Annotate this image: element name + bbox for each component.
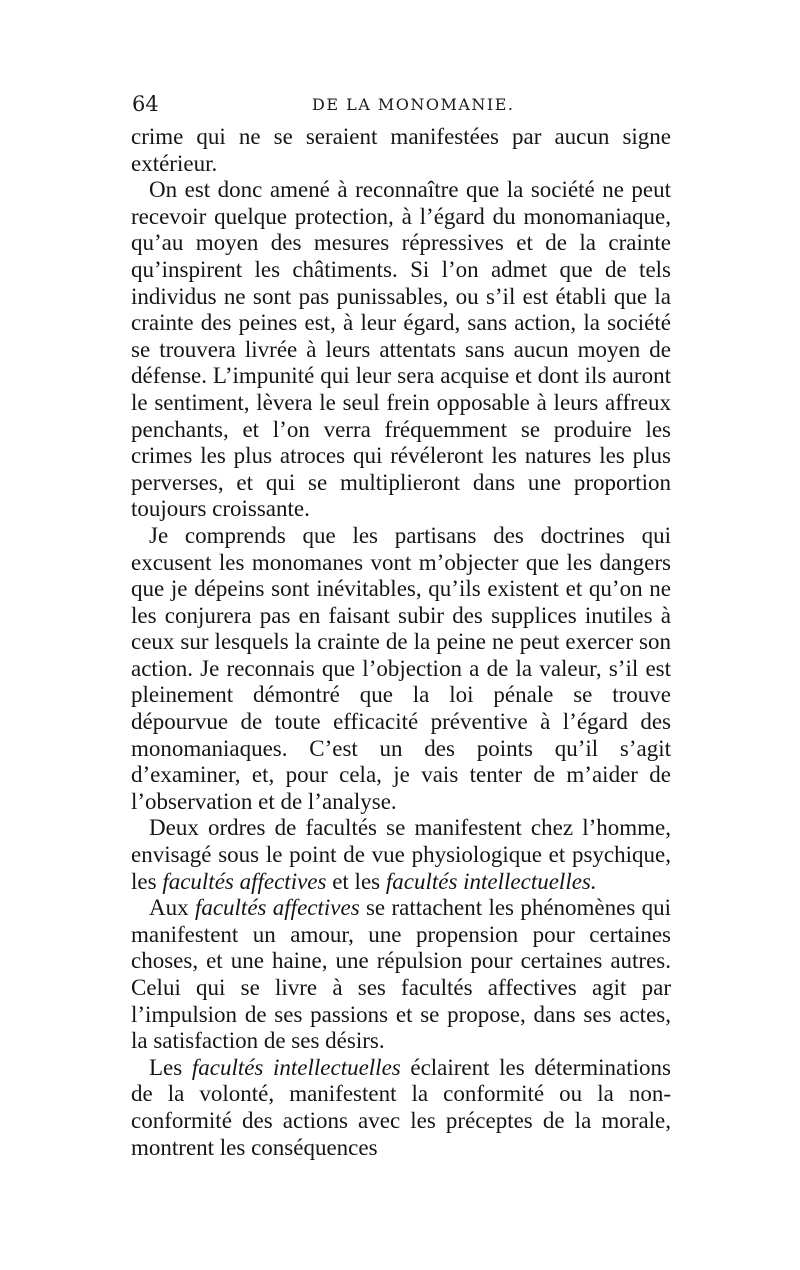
page-number: 64	[132, 92, 159, 116]
paragraph	[131, 1055, 671, 1161]
text-segment: Les	[149, 1054, 192, 1080]
text-segment: Je comprends que les partisans des doctrines qui excusent les monomanes vont m’objecter que les dangers que je dépeins sont inévitables, qu’ils existent et qu’on ne les conjurera pas en faisant subir des supplices inutiles à ceux sur lesquels la crainte de la peine ne peut exercer son action. Je reconnais que l’objection a de la valeur, s’il est pleinement démontré que la loi pénale se trouve dépourvue de toute efficacité préventive à l’égard des monomaniaques. C’est un des points qu’il s’agit d’examiner, et, pour cela, je vais tenter de m’aider de l’observation et de l’analyse.	[131, 522, 671, 814]
italic-term: facultés affectives	[162, 868, 327, 894]
paragraph-continuation	[131, 124, 671, 177]
text-segment: Deux ordres de facultés se manifestent chez l’homme, envisagé sous le point de vue physiologique et psychique, les	[131, 815, 671, 894]
italic-term: facultés intellectuelles	[191, 1054, 401, 1080]
paragraph	[131, 523, 671, 816]
text-segment: Aux	[149, 895, 195, 921]
text-segment: et les	[326, 868, 386, 894]
italic-term: facultés intellectuelles.	[385, 868, 597, 894]
running-title: DE LA MONOMANIE.	[312, 95, 515, 114]
paragraph	[131, 895, 671, 1055]
italic-term: facultés affectives	[194, 895, 360, 921]
page-header	[132, 92, 670, 120]
text-segment: On est donc amené à reconnaître que la société ne peut recevoir quelque protection, à l’égard du monomaniaque, qu’au moyen des mesures répressives et de la crainte qu’inspirent les châtiments. Si l’on admet que de tels individus ne sont pas punissables, ou s’il est établi que la crainte des peines est, à leur égard, sans action, la société se trouvera livrée à leurs attentats sans aucun moyen de défense. L’impunité qui leur sera acquise et dont ils auront le sentiment, lèvera le seul frein opposable à leurs affreux penchants, et l’on verra fréquemment se produire les crimes les plus atroces qui révéleront les natures les plus perverses, et qui se multiplieront dans une proportion toujours croissante.	[131, 177, 671, 522]
text-segment: se rattachent les phénomènes qui manifestent un amour, une propension pour certaines choses, et une haine, une répulsion pour certaines autres. Celui qui se livre à ses facultés affectives agit par l’impulsion de ses passions et se propose, dans ses actes, la satisfaction de ses désirs.	[131, 895, 671, 1054]
text-segment: éclairent les déterminations de la volonté, manifestent la conformité ou la non-conformité des actions avec les préceptes de la morale, montrent les conséquences	[131, 1054, 671, 1160]
paragraph	[131, 177, 671, 523]
text-segment: crime qui ne se seraient manifestées par aucun signe extérieur.	[131, 124, 671, 176]
paragraph	[131, 815, 671, 895]
page-body	[131, 124, 671, 1161]
